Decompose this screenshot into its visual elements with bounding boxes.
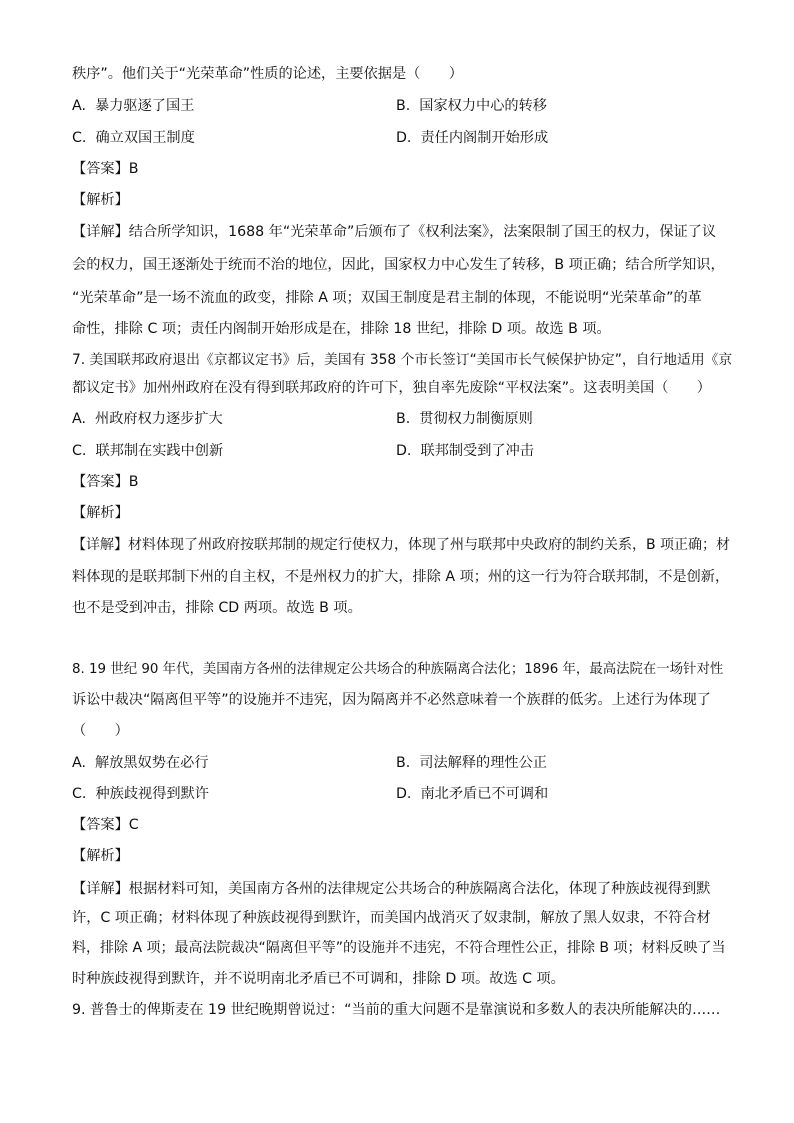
option-label: D. — [396, 786, 412, 802]
option-label: B. — [396, 755, 411, 771]
option-label: D. — [396, 443, 412, 459]
option-text: 暴力驱逐了国王 — [95, 98, 195, 114]
q7-stem-line: 7. 美国联邦政府退出《京都议定书》后，美国有 358 个市长签订“美国市长气候保护协定”，自行地适用《京 — [72, 352, 733, 368]
q7-answer: 【答案】B — [72, 474, 139, 490]
q6-detail-line: 【详解】结合所学知识，1688 年“光荣革命”后颁布了《权利法案》，法案限制了国王的权力，保证了议 — [72, 224, 717, 240]
option-text: 州政府权力逐步扩大 — [95, 411, 223, 427]
option-label: B. — [396, 98, 411, 114]
option-label: A. — [72, 98, 86, 114]
q8-detail-line: 时种族歧视得到默许，并不说明南北矛盾已不可调和，排除 D 项。故选 C 项。 — [72, 971, 565, 987]
q8-detail-line: 【详解】根据材料可知，美国南方各州的法律规定公共场合的种族隔离合法化，体现了种族歧视得到默 — [72, 881, 711, 897]
q6-detail-line: 命性，排除 C 项；责任内阁制开始形成是在，排除 18 世纪，排除 D 项。故选 B 项。 — [72, 321, 611, 337]
option-text: 贯彻权力制衡原则 — [419, 411, 533, 427]
option-label: B. — [396, 411, 411, 427]
option-text: 解放黑奴势在必行 — [95, 755, 209, 771]
q7-option-c[interactable] — [72, 441, 223, 461]
q6-option-d[interactable] — [396, 128, 548, 148]
q6-answer: 【答案】B — [72, 161, 139, 177]
q7-option-b[interactable] — [396, 409, 533, 429]
q8-stem-line: 诉讼中裁决“隔离但平等”的设施并不违宪，因为隔离并不必然意味着一个族群的低劣。上述行为体现了 — [72, 692, 711, 708]
option-text: 联邦制受到了冲击 — [420, 443, 534, 459]
q7-detail-line: 料体现的是联邦制下州的自主权，不是州权力的扩大，排除 A 项；州的这一行为符合联邦制，不是创新， — [72, 569, 730, 585]
q6-detail-line: “光荣革命”是一场不流血的政变，排除 A 项；双国王制度是君主制的体现，不能说明“光荣革命”的革 — [72, 290, 702, 306]
option-text: 南北矛盾已不可调和 — [420, 786, 549, 802]
option-text: 责任内阁制开始形成 — [420, 130, 549, 146]
q6-option-b[interactable] — [396, 96, 547, 116]
q8-detail-line: 许，C 项正确；材料体现了种族歧视得到默许，而美国内战消灭了奴隶制，解放了黑人奴隶，不符合材 — [72, 910, 711, 926]
q9-stem-line: 9. 普鲁士的俾斯麦在 19 世纪晚期曾说过：“当前的重大问题不是靠演说和多数人的表决所能解决的…… — [72, 1002, 721, 1018]
option-text: 联邦制在实践中创新 — [95, 443, 224, 459]
q8-option-c[interactable] — [72, 784, 209, 804]
q8-answer: 【答案】C — [72, 817, 139, 833]
option-label: C. — [72, 786, 87, 802]
q7-detail-line: 【详解】材料体现了州政府按联邦制的规定行使权力，体现了州与联邦中央政府的制约关系，B 项正确；材 — [72, 537, 731, 553]
q8-option-a[interactable] — [72, 753, 209, 773]
option-label: D. — [396, 130, 412, 146]
q7-option-d[interactable] — [396, 441, 534, 461]
option-label: C. — [72, 443, 87, 459]
q8-analysis-title: 【解析】 — [72, 848, 129, 864]
option-text: 确立双国王制度 — [95, 130, 195, 146]
option-text: 种族歧视得到默许 — [95, 786, 209, 802]
q8-option-b[interactable] — [396, 753, 547, 773]
q6-stem-tail: 秩序”。他们关于“光荣革命”性质的论述，主要依据是（ ） — [72, 66, 463, 82]
option-text: 司法解释的理性公正 — [419, 755, 547, 771]
option-text: 国家权力中心的转移 — [419, 98, 547, 114]
q6-analysis-title: 【解析】 — [72, 192, 129, 208]
q8-stem-line: 8. 19 世纪 90 年代，美国南方各州的法律规定公共场合的种族隔离合法化；1896 年，最高法院在一场针对性 — [72, 662, 724, 677]
option-label: A. — [72, 755, 86, 771]
q8-answer-bracket: （ ） — [72, 723, 129, 739]
q8-option-d[interactable] — [396, 784, 548, 804]
option-label: C. — [72, 130, 87, 146]
q7-detail-line: 也不是受到冲击，排除 CD 两项。故选 B 项。 — [72, 600, 362, 616]
q7-analysis-title: 【解析】 — [72, 505, 129, 521]
option-label: A. — [72, 411, 86, 427]
q6-option-c[interactable] — [72, 128, 195, 148]
q6-option-a[interactable] — [72, 96, 194, 116]
q8-detail-line: 料，排除 A 项；最高法院裁决“隔离但平等”的设施并不违宪，不符合理性公正，排除 B 项；材料反映了当 — [72, 940, 726, 956]
q6-detail-line: 会的权力，国王逐渐处于统而不治的地位，因此，国家权力中心发生了转移，B 项正确；结合所学知识， — [72, 257, 725, 273]
q7-option-a[interactable] — [72, 409, 223, 429]
q7-stem-line: 都议定书》加州州政府在没有得到联邦政府的许可下，独自率先废除“平权法案”。这表明美国（ ） — [72, 380, 711, 396]
